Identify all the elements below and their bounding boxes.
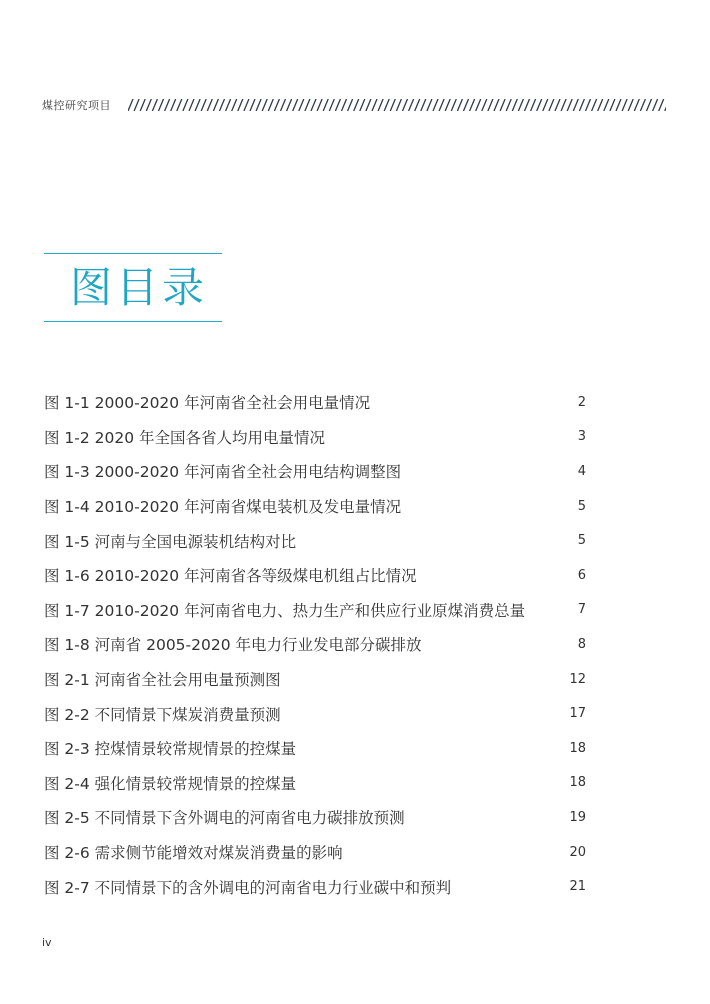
toc-list bbox=[44, 385, 586, 904]
toc-item-page: 3 bbox=[577, 429, 586, 445]
toc-item-label: 图 1-3 2000-2020 年河南省全社会用电结构调整图 bbox=[44, 463, 402, 482]
toc-item-page: 2 bbox=[577, 394, 586, 410]
toc-item-label: 图 1-7 2010-2020 年河南省电力、热力生产和供应行业原煤消费总量 bbox=[44, 601, 526, 620]
toc-item-page: 18 bbox=[569, 740, 586, 756]
header-label: 煤控研究项目 bbox=[42, 99, 111, 112]
toc-item-page: 17 bbox=[569, 706, 586, 722]
toc-item-label: 图 1-1 2000-2020 年河南省全社会用电量情况 bbox=[44, 394, 371, 413]
toc-item[interactable] bbox=[44, 662, 586, 697]
toc-item[interactable] bbox=[44, 627, 586, 662]
toc-item[interactable] bbox=[44, 766, 586, 801]
toc-title: 图目录 bbox=[70, 263, 209, 312]
toc-item-label: 图 1-4 2010-2020 年河南省煤电装机及发电量情况 bbox=[44, 498, 402, 517]
toc-item-page: 21 bbox=[569, 879, 586, 895]
toc-item[interactable] bbox=[44, 420, 586, 455]
toc-item-page: 5 bbox=[577, 533, 586, 549]
toc-item[interactable] bbox=[44, 731, 586, 766]
toc-item-page: 8 bbox=[577, 636, 586, 652]
toc-item-label: 图 2-6 需求侧节能增效对煤炭消费量的影响 bbox=[44, 844, 343, 863]
toc-item-page: 4 bbox=[577, 463, 586, 479]
toc-item-page: 20 bbox=[569, 844, 586, 860]
toc-item[interactable] bbox=[44, 869, 586, 904]
toc-item[interactable] bbox=[44, 385, 586, 420]
toc-item-label: 图 2-3 控煤情景较常规情景的控煤量 bbox=[44, 740, 297, 759]
toc-item[interactable] bbox=[44, 454, 586, 489]
toc-item-page: 6 bbox=[577, 567, 586, 583]
toc-item-page: 12 bbox=[569, 671, 586, 687]
toc-item-label: 图 2-7 不同情景下的含外调电的河南省电力行业碳中和预判 bbox=[44, 878, 452, 897]
toc-item-label: 图 1-8 河南省 2005-2020 年电力行业发电部分碳排放 bbox=[44, 636, 422, 655]
toc-item[interactable] bbox=[44, 800, 586, 835]
title-rule-bottom bbox=[44, 321, 222, 322]
toc-item-label: 图 2-1 河南省全社会用电量预测图 bbox=[44, 671, 281, 690]
toc-item-label: 图 2-5 不同情景下含外调电的河南省电力碳排放预测 bbox=[44, 809, 405, 828]
toc-item-label: 图 1-5 河南与全国电源装机结构对比 bbox=[44, 532, 297, 551]
toc-item-page: 18 bbox=[569, 775, 586, 791]
header-stripes bbox=[128, 99, 666, 111]
toc-item-label: 图 2-4 强化情景较常规情景的控煤量 bbox=[44, 774, 297, 793]
toc-item[interactable] bbox=[44, 523, 586, 558]
toc-item-page: 5 bbox=[577, 498, 586, 514]
toc-item-label: 图 1-2 2020 年全国各省人均用电量情况 bbox=[44, 428, 326, 447]
toc-item[interactable] bbox=[44, 593, 586, 628]
toc-item-page: 7 bbox=[577, 602, 586, 618]
toc-item[interactable] bbox=[44, 835, 586, 870]
toc-item-label: 图 2-2 不同情景下煤炭消费量预测 bbox=[44, 705, 281, 724]
toc-item[interactable] bbox=[44, 696, 586, 731]
toc-item-page: 19 bbox=[569, 809, 586, 825]
toc-item-label: 图 1-6 2010-2020 年河南省各等级煤电机组占比情况 bbox=[44, 567, 417, 586]
title-rule-top bbox=[44, 253, 222, 254]
toc-item[interactable] bbox=[44, 558, 586, 593]
page-number: iv bbox=[42, 936, 52, 949]
toc-item[interactable] bbox=[44, 489, 586, 524]
